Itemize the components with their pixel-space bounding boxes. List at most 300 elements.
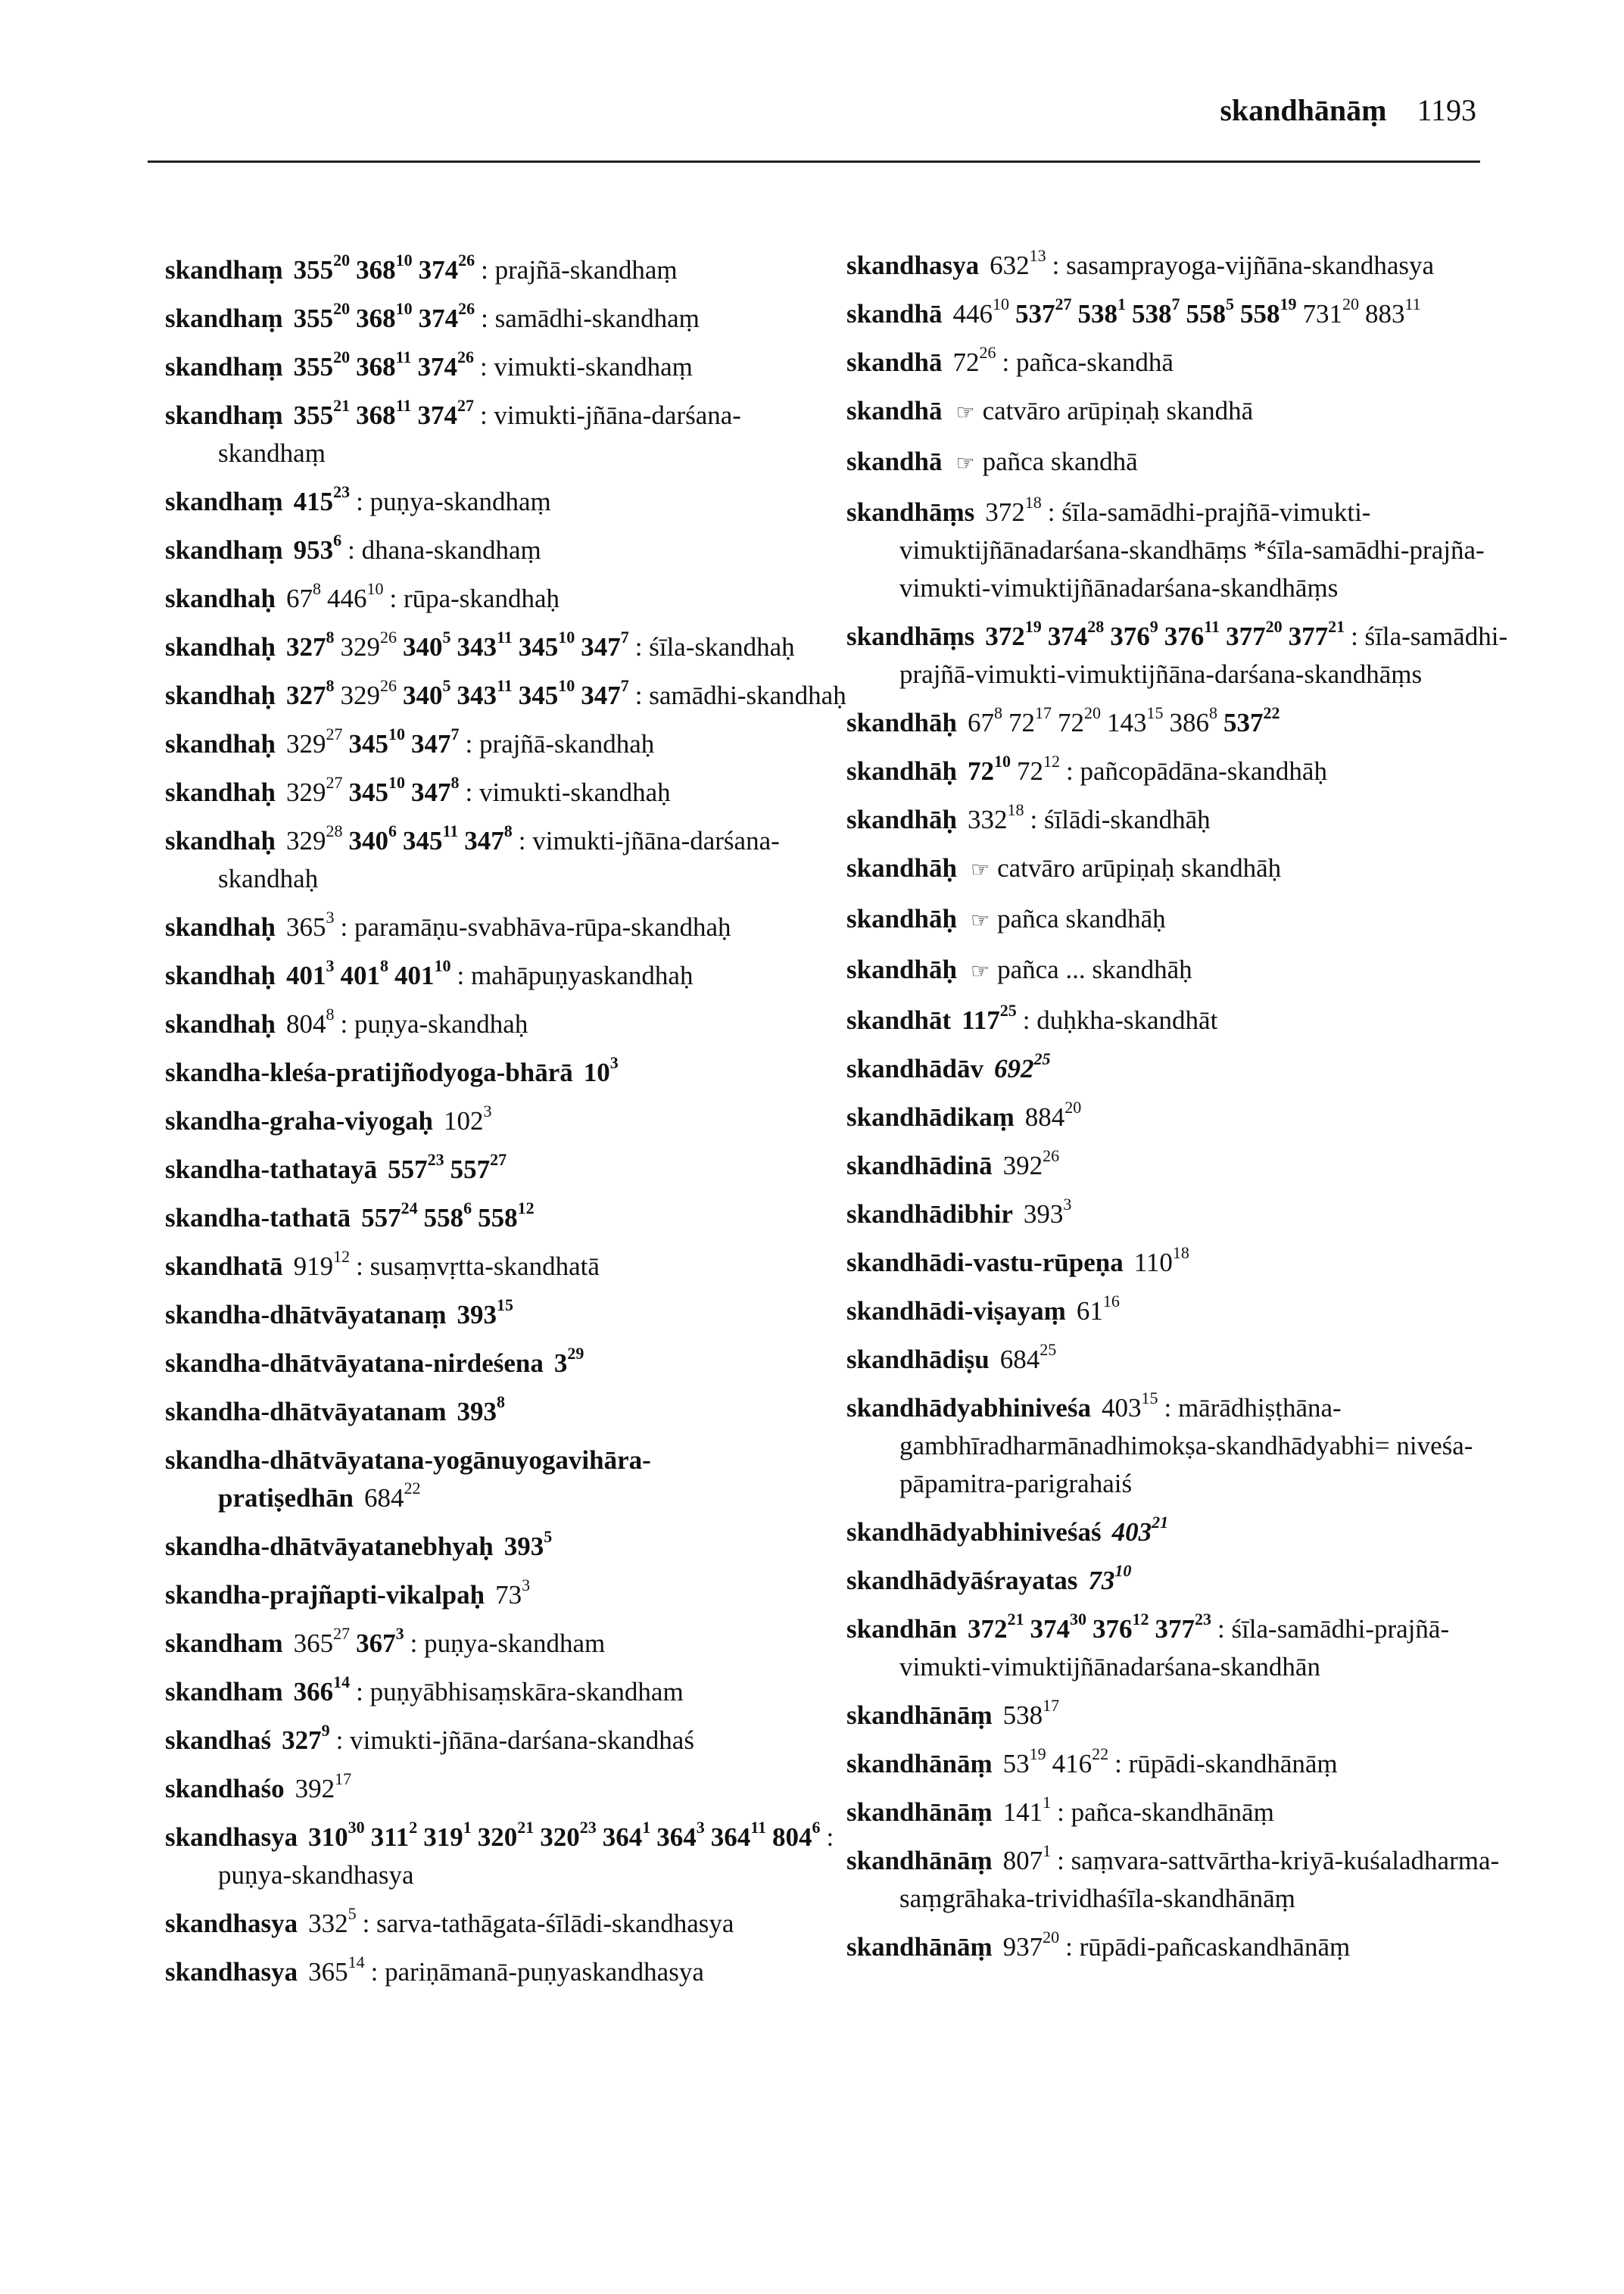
entry-headword: skandha-kleśa-pratijñodyoga-bhārā <box>165 1058 573 1087</box>
entry-gloss: puṇya-skandhasya <box>218 1860 414 1890</box>
index-entry: skandhaṃ $355^{20}$ $368^{10}$ $374^{26}$ : prajñā-skandhaṃ <box>165 251 678 285</box>
line-number: 27 <box>1055 295 1072 314</box>
entry-gloss: samādhi-skandhaḥ <box>649 681 846 710</box>
index-entry <box>165 1393 846 1431</box>
line-number: 11 <box>1204 617 1220 637</box>
line-number: 24 <box>401 1198 418 1218</box>
entry-headword: skandhā <box>846 396 943 425</box>
page-reference: $416^{22}$ <box>1052 1744 1109 1778</box>
line-number: 27 <box>326 725 343 744</box>
page-reference: $366^{14}$ <box>293 1672 351 1706</box>
line-number: 17 <box>1043 1696 1060 1716</box>
page-reference: $10^3$ <box>583 1053 619 1087</box>
line-number: 11 <box>750 1818 766 1837</box>
header-rule <box>148 161 1480 163</box>
line-number: 12 <box>517 1198 535 1218</box>
entry-gloss: śīla-samādhi-prajñā-vimukti-vimuktijñānadarśana-skandhāṃs *śīla-samādhi-prajña-vimukti-vimuktijñānadarśana-skandhāṃs <box>899 497 1485 603</box>
line-number: 1 <box>463 1818 472 1837</box>
line-number: 5 <box>442 628 451 647</box>
entry-headword: skandhaś <box>165 1725 272 1755</box>
line-number: 10 <box>388 773 405 793</box>
line-number: 3 <box>395 1624 404 1644</box>
line-number: 27 <box>457 396 474 416</box>
line-number: 10 <box>558 628 575 647</box>
page-reference: $538^7$ <box>1131 295 1180 329</box>
page-reference: $368^{11}$ <box>356 396 412 430</box>
page-reference: $386^8$ <box>1169 703 1217 737</box>
index-column-left <box>165 241 846 1991</box>
page-reference: $319^1$ <box>423 1818 472 1852</box>
index-entry <box>846 1513 1528 1551</box>
page-reference: $340^5$ <box>402 628 451 662</box>
page-reference: $403^{21}$ <box>1111 1513 1169 1547</box>
index-entry: skandhaḥ $327^8$ $329^{26}$ $340^5$ $343^{11}$ $345^{10}$ $347^7$ : śīla-skandhaḥ <box>165 628 795 662</box>
line-number: 1 <box>1043 1841 1052 1861</box>
line-number: 3 <box>326 956 335 976</box>
page-reference: $117^{25}$ <box>962 1001 1017 1035</box>
index-entry <box>165 1770 846 1808</box>
entry-gloss: rūpādi-pañcaskandhānāṃ <box>1079 1932 1351 1962</box>
entry-headword: skandhādibhir <box>846 1199 1013 1229</box>
entry-headword: skandhā <box>846 348 943 377</box>
index-entry: skandhaṃ $415^{23}$ : puṇya-skandhaṃ <box>165 482 551 516</box>
line-number: 18 <box>1007 800 1024 820</box>
page-reference: $937^{20}$ <box>1002 1928 1060 1962</box>
page-reference: $537^{27}$ <box>1015 295 1072 329</box>
page-reference: $72^{17}$ <box>1008 703 1052 737</box>
entry-headword: skandhānāṃ <box>846 1700 993 1730</box>
line-number: 3 <box>696 1818 705 1837</box>
line-number: 10 <box>993 752 1011 771</box>
entry-headword: skandham <box>165 1677 283 1706</box>
entry-headword: skandha-dhātvāyatana-yogānuyogavihāra-pratiṣedhān <box>165 1445 651 1513</box>
entry-headword: skandhā <box>846 299 943 329</box>
entry-gloss: prajñā-skandhaḥ <box>478 729 655 759</box>
page-reference: $632^{13}$ <box>990 246 1046 280</box>
index-entry: skandhānāṃ $807^1$ : saṃvara-sattvārtha-kriyā-kuśaladharma-saṃgrāhaka-trividhaśīla-skandhānāṃ <box>846 1841 1500 1913</box>
entry-gloss: pañca-skandhā <box>1015 348 1174 377</box>
index-entry <box>846 1195 1528 1233</box>
entry-headword: skandha-dhātvāyatanebhyaḥ <box>165 1532 494 1561</box>
line-number: 19 <box>1029 1744 1046 1764</box>
page-reference: $883^{11}$ <box>1364 295 1421 329</box>
page-reference: $355^{20}$ <box>293 251 351 285</box>
entry-headword: skandhaṃ <box>165 487 283 516</box>
line-number: 23 <box>427 1150 444 1170</box>
line-number: 19 <box>1024 617 1042 637</box>
entry-gloss: duḥkha-skandhāt <box>1036 1005 1218 1035</box>
index-entry <box>165 1528 846 1566</box>
index-entry <box>846 1341 1528 1379</box>
entry-headword: skandhāḥ <box>846 805 957 834</box>
line-number: 30 <box>1069 1610 1086 1629</box>
entry-headword: skandhānāṃ <box>846 1749 993 1778</box>
page-reference: $377^{21}$ <box>1288 617 1345 651</box>
index-entry: skandhaḥ $804^8$ : puṇya-skandhaḥ <box>165 1005 528 1039</box>
line-number: 5 <box>442 676 451 696</box>
line-number: 8 <box>993 703 1002 723</box>
index-entry <box>165 1345 846 1382</box>
line-number: 27 <box>333 1624 351 1644</box>
entry-gloss: vimukti-jñāna-darśana-skandhaṃ <box>218 401 741 468</box>
index-entry: skandhasya $332^5$ : sarva-tathāgata-śīlādi-skandhasya <box>165 1904 734 1938</box>
page-number: 1193 <box>1417 93 1476 127</box>
page-reference: $61^{16}$ <box>1076 1292 1120 1326</box>
page-reference: $329^{28}$ <box>285 821 343 856</box>
index-entry: skandhasya $632^{13}$ : sasamprayoga-vijñāna-skandhasya <box>846 246 1435 280</box>
page-reference: $73^{10}$ <box>1088 1561 1132 1595</box>
page-reference: $329^{26}$ <box>340 676 397 710</box>
line-number: 7 <box>620 628 629 647</box>
entry-gloss: pariṇāmanā-puṇyaskandhasya <box>385 1957 704 1987</box>
line-number: 8 <box>497 1392 505 1412</box>
line-number: 15 <box>1141 1389 1158 1408</box>
page-reference: $347^7$ <box>410 725 460 759</box>
line-number: 1 <box>1117 295 1126 314</box>
page-reference: $72^{26}$ <box>952 343 996 377</box>
line-number: 11 <box>442 821 459 841</box>
page-reference: $345^{10}$ <box>348 773 405 807</box>
line-number: 12 <box>1043 752 1060 771</box>
index-entry <box>165 1054 846 1092</box>
page-reference: $365^{14}$ <box>308 1953 365 1987</box>
entry-headword: skandhādyāśrayatas <box>846 1566 1078 1595</box>
line-number: 22 <box>1092 1744 1109 1764</box>
line-number: 16 <box>1102 1292 1120 1311</box>
page-reference: $72^{12}$ <box>1016 752 1060 786</box>
page-reference: $401^3$ <box>285 956 335 990</box>
index-entry: skandhaḥ $67^8$ $446^{10}$ : rūpa-skandhaḥ <box>165 579 560 613</box>
line-number: 8 <box>326 1005 335 1024</box>
page-reference: $343^{11}$ <box>457 676 513 710</box>
index-entry <box>165 1102 846 1140</box>
index-entry <box>165 1151 846 1189</box>
index-entry: skandhaḥ $365^3$ : paramāṇu-svabhāva-rūpa-skandhaḥ <box>165 908 731 942</box>
entry-headword: skandhānāṃ <box>846 1797 993 1827</box>
page-reference: $345^{10}$ <box>518 676 575 710</box>
page-reference: $332^{18}$ <box>967 800 1024 834</box>
page-reference: $919^{12}$ <box>293 1247 351 1281</box>
entry-headword: skandhaḥ <box>165 729 276 759</box>
page-reference: $365^3$ <box>285 908 335 942</box>
entry-headword: skandhaḥ <box>165 961 276 990</box>
entry-headword: skandhaṃ <box>165 535 283 565</box>
line-number: 20 <box>333 348 351 367</box>
page-reference: $446^{10}$ <box>952 295 1009 329</box>
line-number: 10 <box>366 579 384 599</box>
entry-headword: skandhāḥ <box>846 756 957 786</box>
page-reference: $310^{30}$ <box>308 1818 365 1852</box>
page-reference: $392^{26}$ <box>1002 1146 1060 1180</box>
line-number: 25 <box>1040 1340 1057 1360</box>
line-number: 5 <box>544 1527 553 1547</box>
page-reference: $345^{10}$ <box>348 725 405 759</box>
line-number: 14 <box>333 1672 351 1692</box>
page-reference: $372^{19}$ <box>985 617 1042 651</box>
index-entry: skandhāḥ $72^{10}$ $72^{12}$ : pañcopādāna-skandhāḥ <box>846 752 1327 786</box>
line-number: 19 <box>1280 295 1297 314</box>
line-number: 15 <box>1146 703 1164 723</box>
index-entry <box>165 1296 846 1334</box>
line-number: 15 <box>497 1295 513 1315</box>
entry-headword: skandhādāv <box>846 1054 983 1083</box>
index-entry <box>846 1050 1528 1088</box>
entry-headword: skandhaḥ <box>165 584 276 613</box>
entry-headword: skandhādyabhiniveśaś <box>846 1517 1102 1547</box>
entry-headword: skandha-dhātvāyatanaṃ <box>165 1300 447 1329</box>
running-header <box>1220 92 1476 128</box>
line-number: 28 <box>326 821 343 841</box>
index-entry <box>846 1697 1528 1735</box>
page-reference: $347^8$ <box>464 821 513 856</box>
line-number: 8 <box>326 676 335 696</box>
line-number: 25 <box>1033 1049 1051 1069</box>
entry-headword: skandha-dhātvāyatana-nirdeśena <box>165 1348 544 1378</box>
entry-headword: skandhasya <box>165 1909 298 1938</box>
page-reference: $343^{11}$ <box>457 628 513 662</box>
page-reference: $377^{20}$ <box>1226 617 1283 651</box>
line-number: 23 <box>1194 1610 1211 1629</box>
entry-gloss: mārādhiṣṭhāna-gambhīradharmānadhimokṣa-skandhādyabhi= niveśa-pāpamitra-parigrahaiś <box>899 1393 1473 1498</box>
entry-gloss: susaṃvṛtta-skandhatā <box>369 1251 600 1281</box>
page-reference: $401^{10}$ <box>394 956 451 990</box>
entry-gloss: śīla-samādhi-prajñā-vimukti-vimuktijñānadarśana-skandhān <box>899 1614 1450 1682</box>
entry-gloss: vimukti-jñāna-darśana-skandhaś <box>350 1725 694 1755</box>
line-number: 29 <box>567 1344 584 1364</box>
entry-headword: skandhāḥ <box>846 708 957 737</box>
index-entry: skandhaḥ $329^{27}$ $345^{10}$ $347^8$ : vimukti-skandhaḥ <box>165 773 671 807</box>
entry-headword: skandhādinā <box>846 1151 993 1180</box>
line-number: 13 <box>1029 246 1046 266</box>
index-entry <box>165 1199 846 1237</box>
page-reference: $557^{23}$ <box>388 1150 444 1184</box>
page-reference: $374^{27}$ <box>417 396 474 430</box>
line-number: 20 <box>1083 703 1101 723</box>
index-entry: skandhaḥ $329^{27}$ $345^{10}$ $347^7$ : prajñā-skandhaḥ <box>165 725 655 759</box>
page-reference: $347^7$ <box>581 676 629 710</box>
entry-headword: skandha-graha-viyogaḥ <box>165 1106 433 1136</box>
page-reference: $364^1$ <box>602 1818 651 1852</box>
line-number: 6 <box>333 531 342 550</box>
page-reference: $558^5$ <box>1186 295 1234 329</box>
line-number: 26 <box>457 348 474 367</box>
line-number: 27 <box>490 1150 507 1170</box>
page-reference: $368^{10}$ <box>356 299 413 333</box>
line-number: 6 <box>812 1818 821 1837</box>
cross-reference: pañca skandhāḥ <box>997 904 1166 933</box>
line-number: 10 <box>992 295 1009 314</box>
page-reference: $345^{11}$ <box>402 821 459 856</box>
index-entry <box>846 443 1528 483</box>
line-number: 7 <box>620 676 629 696</box>
entry-headword: skandhāḥ <box>846 955 957 984</box>
line-number: 26 <box>379 628 397 647</box>
line-number: 9 <box>1149 617 1158 637</box>
index-entry: skandhāḥ $332^{18}$ : śīlādi-skandhāḥ <box>846 800 1211 834</box>
entry-headword: skandhaḥ <box>165 681 276 710</box>
page-reference: $72^{10}$ <box>967 752 1011 786</box>
index-entry: skandham $366^{14}$ : puṇyābhisaṃskāra-skandham <box>165 1672 684 1706</box>
line-number: 21 <box>517 1818 535 1837</box>
index-entry <box>165 1442 846 1517</box>
page-reference: $365^{27}$ <box>293 1624 351 1658</box>
entry-gloss: puṇya-skandhaṃ <box>369 487 551 516</box>
line-number: 20 <box>1064 1098 1082 1117</box>
entry-headword: skandhaṃ <box>165 304 283 333</box>
cross-reference: pañca ... skandhāḥ <box>997 955 1192 984</box>
entry-gloss: samādhi-skandhaṃ <box>494 304 700 333</box>
entry-headword: skandhaṃ <box>165 255 283 285</box>
entry-gloss: pañcopādāna-skandhāḥ <box>1080 756 1327 786</box>
entry-gloss: rūpādi-skandhānāṃ <box>1128 1749 1338 1778</box>
line-number: 8 <box>450 773 460 793</box>
entry-headword: skandhānāṃ <box>846 1932 993 1962</box>
page-reference: $53^{19}$ <box>1002 1744 1046 1778</box>
page-reference: $953^6$ <box>293 531 342 565</box>
page-reference: $376^9$ <box>1110 617 1158 651</box>
index-entry: skandhāṃs $372^{18}$ : śīla-samādhi-prajñā-vimukti-vimuktijñānadarśana-skandhāṃs *śīla-samādhi-prajña-vimukti-vimuktijñānadarśana-skandhāṃs <box>846 493 1485 603</box>
index-entry: skandhaṃ $355^{21}$ $368^{11}$ $374^{27}$ : vimukti-jñāna-darśana-skandhaṃ <box>165 396 741 468</box>
page-reference: $558^6$ <box>423 1198 472 1233</box>
line-number: 3 <box>609 1053 619 1073</box>
page-reference: $329^{27}$ <box>285 725 343 759</box>
index-entry <box>846 1147 1528 1185</box>
cross-reference: catvāro arūpiṇaḥ skandhāḥ <box>997 853 1282 883</box>
line-number: 11 <box>1404 295 1421 314</box>
entry-headword: skandhaṃ <box>165 352 283 382</box>
page-reference: $67^8$ <box>967 703 1002 737</box>
entry-gloss: śīlādi-skandhāḥ <box>1043 805 1211 834</box>
line-number: 17 <box>1034 703 1052 723</box>
page-reference: $320^{23}$ <box>540 1818 597 1852</box>
entry-headword: skandha-tathatayā <box>165 1155 378 1184</box>
page-reference: $393^5$ <box>503 1527 553 1561</box>
entry-gloss: pañca-skandhānāṃ <box>1071 1797 1274 1827</box>
entry-gloss: rūpa-skandhaḥ <box>403 584 560 613</box>
page-reference: $355^{20}$ <box>293 348 351 382</box>
line-number: 8 <box>503 821 513 841</box>
line-number: 3 <box>326 908 335 927</box>
entry-gloss: sarva-tathāgata-śīlādi-skandhasya <box>376 1909 734 1938</box>
index-entry: skandham $365^{27}$ $367^3$ : puṇya-skandham <box>165 1624 606 1658</box>
page-reference: $557^{27}$ <box>450 1150 507 1184</box>
page-reference: $446^{10}$ <box>326 579 384 613</box>
page-reference: $327^9$ <box>282 1721 330 1755</box>
line-number: 8 <box>312 579 321 599</box>
entry-gloss: śīla-samādhi-prajñā-vimukti-vimuktijñāna-darśana-skandhāṃs <box>899 622 1508 689</box>
page-reference: $393^8$ <box>457 1392 505 1426</box>
index-entry: skandhaḥ $327^8$ $329^{26}$ $340^5$ $343^{11}$ $345^{10}$ $347^7$ : samādhi-skandhaḥ <box>165 676 846 710</box>
entry-headword: skandhān <box>846 1614 957 1644</box>
line-number: 14 <box>348 1953 365 1972</box>
entry-headword: skandhasya <box>846 251 980 280</box>
line-number: 12 <box>1132 1610 1149 1629</box>
page-reference: $67^8$ <box>285 579 321 613</box>
line-number: 7 <box>1171 295 1180 314</box>
line-number: 11 <box>395 396 412 416</box>
page-reference: $327^8$ <box>285 676 335 710</box>
line-number: 8 <box>326 628 335 647</box>
page-reference: $393^{15}$ <box>457 1295 513 1329</box>
index-entry: skandhasya $365^{14}$ : pariṇāmanā-puṇyaskandhasya <box>165 1953 704 1987</box>
index-entry: skandhaḥ $329^{28}$ $340^6$ $345^{11}$ $347^8$ : vimukti-jñāna-darśana-skandhaḥ <box>165 821 780 893</box>
line-number: 3 <box>1063 1195 1072 1214</box>
entry-headword: skandhā <box>846 447 943 476</box>
line-number: 6 <box>388 821 397 841</box>
entry-headword: skandhādikaṃ <box>846 1102 1015 1132</box>
index-entry <box>846 1099 1528 1136</box>
line-number: 21 <box>1152 1513 1169 1532</box>
line-number: 10 <box>388 725 405 744</box>
line-number: 3 <box>483 1102 492 1121</box>
index-entry: skandhaḥ $401^3$ $401^8$ $401^{10}$ : mahāpuṇyaskandhaḥ <box>165 956 694 990</box>
entry-headword: skandham <box>165 1629 283 1658</box>
index-column-right <box>846 236 1528 1966</box>
line-number: 26 <box>1043 1146 1060 1166</box>
entry-headword: skandha-dhātvāyatanam <box>165 1397 447 1426</box>
page-reference: $347^7$ <box>581 628 629 662</box>
page-reference: $329^{26}$ <box>340 628 397 662</box>
entry-headword: skandhādi-viṣayaṃ <box>846 1296 1066 1326</box>
page-reference: $3^{29}$ <box>553 1344 584 1378</box>
line-number: 8 <box>379 956 388 976</box>
pointing-hand-icon: ☞ <box>970 960 990 983</box>
index-entry <box>846 392 1528 432</box>
line-number: 26 <box>458 251 475 270</box>
index-entry: skandhaṃ $355^{20}$ $368^{11}$ $374^{26}$ : vimukti-skandhaṃ <box>165 348 693 382</box>
line-number: 2 <box>409 1818 418 1837</box>
page-reference: $355^{21}$ <box>293 396 351 430</box>
page-reference: $804^6$ <box>771 1818 821 1852</box>
entry-headword: skandhaṃ <box>165 401 283 430</box>
index-entry <box>846 704 1528 742</box>
pointing-hand-icon: ☞ <box>955 452 975 475</box>
line-number: 23 <box>579 1818 597 1837</box>
page-reference: $340^6$ <box>348 821 397 856</box>
page-reference: $329^{27}$ <box>285 773 343 807</box>
page-reference: $557^{24}$ <box>361 1198 418 1233</box>
page-reference: $401^8$ <box>340 956 388 990</box>
line-number: 11 <box>496 676 513 696</box>
index-entry: skandhān $372^{21}$ $374^{30}$ $376^{12}$ $377^{23}$ : śīla-samādhi-prajñā-vimukti-vimuktijñānadarśana-skandhān <box>846 1610 1450 1682</box>
page-reference: $110^{18}$ <box>1133 1243 1189 1277</box>
entry-gloss: puṇya-skandhaḥ <box>354 1009 528 1039</box>
entry-headword: skandhatā <box>165 1251 283 1281</box>
page-reference: $558^{19}$ <box>1239 295 1297 329</box>
line-number: 23 <box>333 482 351 502</box>
page-reference: $345^{10}$ <box>518 628 575 662</box>
page-reference: $372^{18}$ <box>985 493 1042 527</box>
page-reference: $372^{21}$ <box>967 1610 1024 1644</box>
entry-headword: skandha-prajñapti-vikalpaḥ <box>165 1580 485 1610</box>
index-entry: skandhaṃ $953^6$ : dhana-skandhaṃ <box>165 531 541 565</box>
entry-headword: skandhādi-vastu-rūpeṇa <box>846 1248 1124 1277</box>
page-reference: $537^{22}$ <box>1223 703 1280 737</box>
page-reference: $538^1$ <box>1077 295 1126 329</box>
index-entry <box>846 1244 1528 1282</box>
entry-headword: skandhādyabhiniveśa <box>846 1393 1091 1423</box>
line-number: 8 <box>1208 703 1217 723</box>
entry-gloss: vimukti-jñāna-darśana-skandhaḥ <box>218 826 780 893</box>
line-number: 26 <box>979 343 996 363</box>
index-entry <box>846 849 1528 890</box>
page-reference: $320^{21}$ <box>477 1818 535 1852</box>
line-number: 11 <box>496 628 513 647</box>
entry-gloss: vimukti-skandhaṃ <box>494 352 693 382</box>
page-reference: $376^{11}$ <box>1164 617 1220 651</box>
line-number: 5 <box>348 1904 357 1924</box>
line-number: 28 <box>1087 617 1105 637</box>
